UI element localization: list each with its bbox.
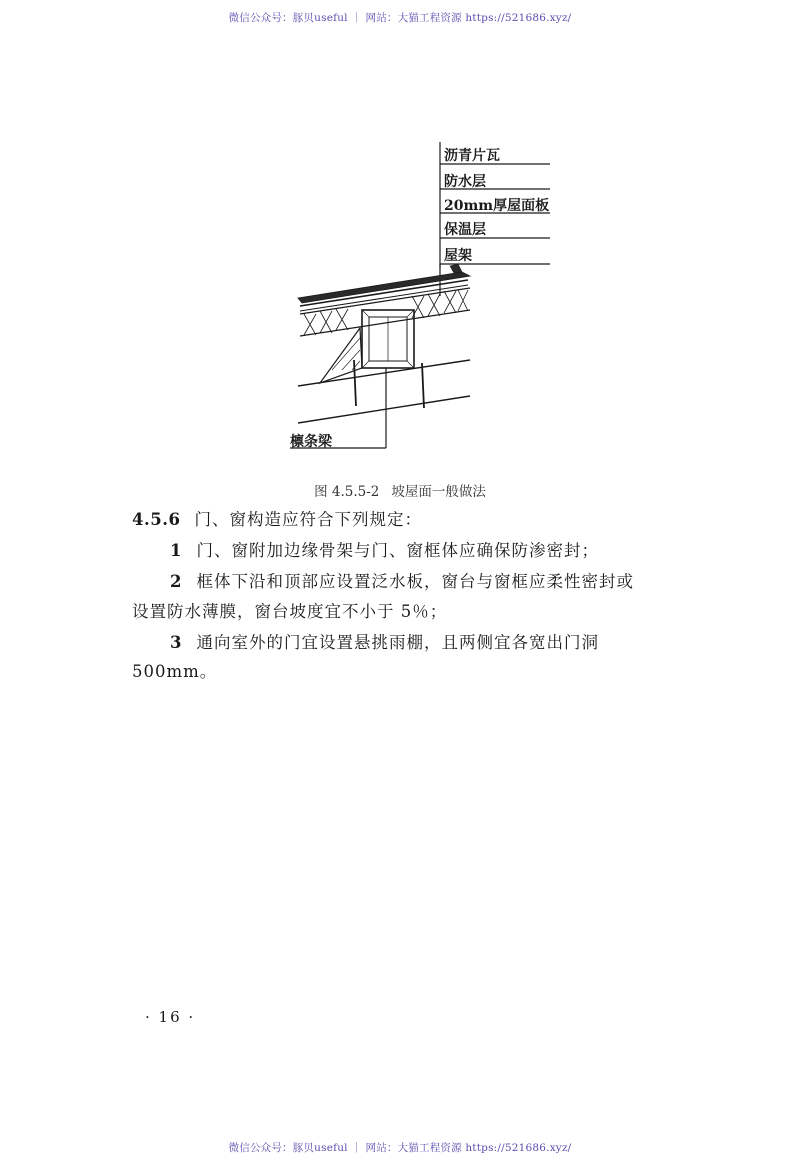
bracket xyxy=(320,328,362,383)
roof-section-drawing xyxy=(290,138,560,458)
clause-text: 通向室外的门宜设置悬挑雨棚，且两侧宜各宽出门洞 xyxy=(196,633,599,652)
label-asphalt-shingle: 沥青片瓦 xyxy=(444,148,500,164)
clause-3-continued: 500mm。 xyxy=(132,662,218,681)
figure-caption xyxy=(0,480,800,500)
clause-text: 框体下沿和顶部应设置泛水板，窗台与窗框应柔性密封或 xyxy=(196,572,634,591)
clause-3 xyxy=(170,629,599,653)
label-roof-truss: 屋架 xyxy=(444,248,472,264)
page-number: · 16 · xyxy=(145,1008,196,1026)
caption-title: 坡屋面一般做法 xyxy=(391,484,486,500)
clause-2 xyxy=(170,568,634,592)
watermark-bottom: 微信公众号：豚贝useful ｜ 网站：大猫工程资源 https://521686.xyz/ xyxy=(228,1142,572,1154)
clause-text: 门、窗附加边缘骨架与门、窗框体应确保防渗密封； xyxy=(196,541,599,560)
section-number: 4.5.6 xyxy=(132,510,181,529)
clause-number: 3 xyxy=(170,633,183,652)
clause-2-continued: 设置防水薄膜，窗台坡度宜不小于 5％； xyxy=(132,602,448,621)
label-waterproof-layer: 防水层 xyxy=(444,174,486,190)
section-heading xyxy=(132,506,422,530)
section-title: 门、窗构造应符合下列规定： xyxy=(194,510,422,529)
roof-section-figure xyxy=(290,138,560,458)
clause-number: 1 xyxy=(170,541,183,560)
clause-number: 2 xyxy=(170,572,183,591)
label-insulation-layer: 保温层 xyxy=(444,222,486,238)
caption-number: 图 4.5.5-2 xyxy=(314,484,380,500)
watermark-top: 微信公众号：豚贝useful ｜ 网站：大猫工程资源 https://521686.xyz/ xyxy=(228,12,572,24)
label-roof-board: 20mm厚屋面板 xyxy=(444,198,550,214)
label-purlin-beam: 檩条梁 xyxy=(290,434,332,450)
clause-1 xyxy=(170,537,599,561)
